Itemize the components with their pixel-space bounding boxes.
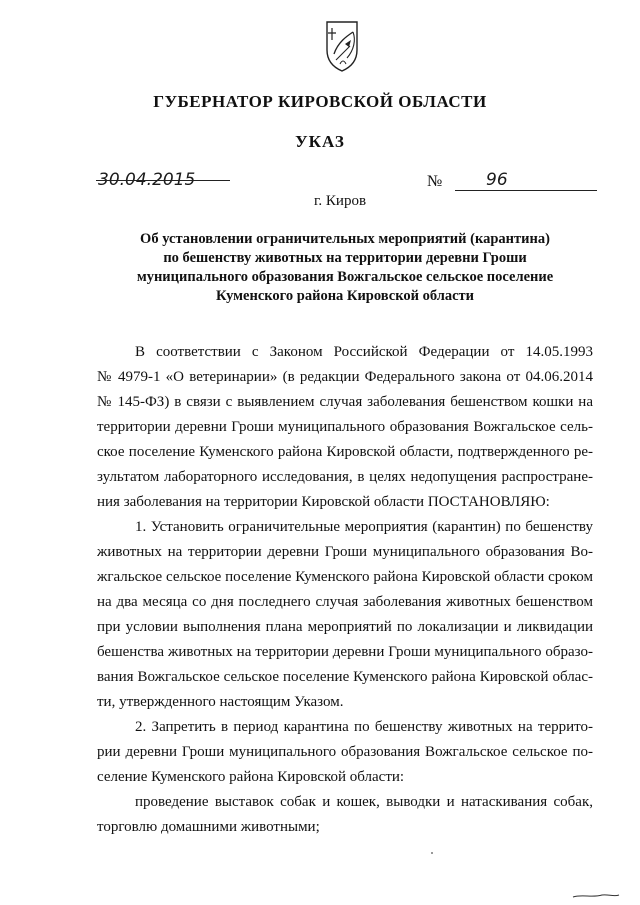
- body-line: при условии выполнения плана мероприятий по локализации и ликвидации: [97, 619, 593, 635]
- body-line: проведение выставок собак и кошек, выводки и натаскивания собак,: [135, 794, 593, 810]
- body-line: В соответствии с Законом Российской Федерации от 14.05.1993: [135, 344, 593, 360]
- body-line: 1. Установить ограничительные мероприятия (карантин) по бешенству: [135, 519, 593, 535]
- decree-title: [100, 230, 590, 306]
- body-line: вания Вожгальское сельское поселение Куменского района Кировской облас-: [97, 669, 593, 685]
- body-line: ское поселение Куменского района Кировской области, подтвержденного ре-: [97, 444, 593, 460]
- body-line: рии деревни Гроши муниципального образования Вожгальское сельское по-: [97, 744, 593, 760]
- body-line: 2. Запретить в период карантина по бешенству животных на террито-: [135, 719, 593, 735]
- issuing-authority: ГУБЕРНАТОР КИРОВСКОЙ ОБЛАСТИ: [153, 92, 487, 111]
- coat-of-arms-icon: [323, 20, 361, 72]
- decree-date: 30.04.2015: [98, 170, 196, 190]
- issue-city: г. Киров: [313, 193, 367, 209]
- body-line: зультатом лабораторного исследования, в целях недопущения распростране-: [97, 469, 593, 485]
- title-line: Куменского района Кировской области: [215, 288, 475, 304]
- number-underline: [455, 190, 597, 191]
- number-sign: №: [427, 173, 443, 190]
- title-line: Об установлении ограничительных мероприятий (карантина): [140, 231, 550, 247]
- title-line: по бешенству животных на территории деревни Гроши: [163, 250, 527, 266]
- body-line: ти, утвержденного настоящим Указом.: [97, 694, 344, 710]
- title-line: муниципального образования Вожгальское сельское поселение: [136, 269, 554, 285]
- scan-speck: [431, 852, 433, 854]
- body-line: № 4979-1 «О ветеринарии» (в редакции Федерального закона от 04.06.2014: [97, 369, 593, 385]
- body-line: жгальское сельское поселение Куменского района Кировской области сроком: [97, 569, 593, 585]
- decree-body: [97, 340, 593, 840]
- body-line: бешенства животных на территории деревни Гроши муниципального образо-: [97, 644, 593, 660]
- body-line: № 145-ФЗ) в связи с выявлением случая заболевания бешенством кошки на: [97, 394, 593, 410]
- body-line: торговлю домашними животными;: [97, 819, 320, 835]
- document-type: УКАЗ: [295, 132, 345, 151]
- body-line: территории деревни Гроши муниципального образования Вожгальское сель-: [97, 419, 593, 435]
- body-line: на два месяца со дня последнего случая заболевания животных бешенством: [97, 594, 593, 610]
- body-line: ния заболевания на территории Кировской области ПОСТАНОВЛЯЮ:: [97, 494, 550, 510]
- handwritten-mark-icon: [572, 893, 620, 899]
- decree-number: 96: [486, 170, 508, 190]
- date-underline: [96, 180, 230, 181]
- body-line: селение Куменского района Кировской области:: [97, 769, 405, 785]
- body-line: животных на территории деревни Гроши муниципального образования Во-: [97, 544, 593, 560]
